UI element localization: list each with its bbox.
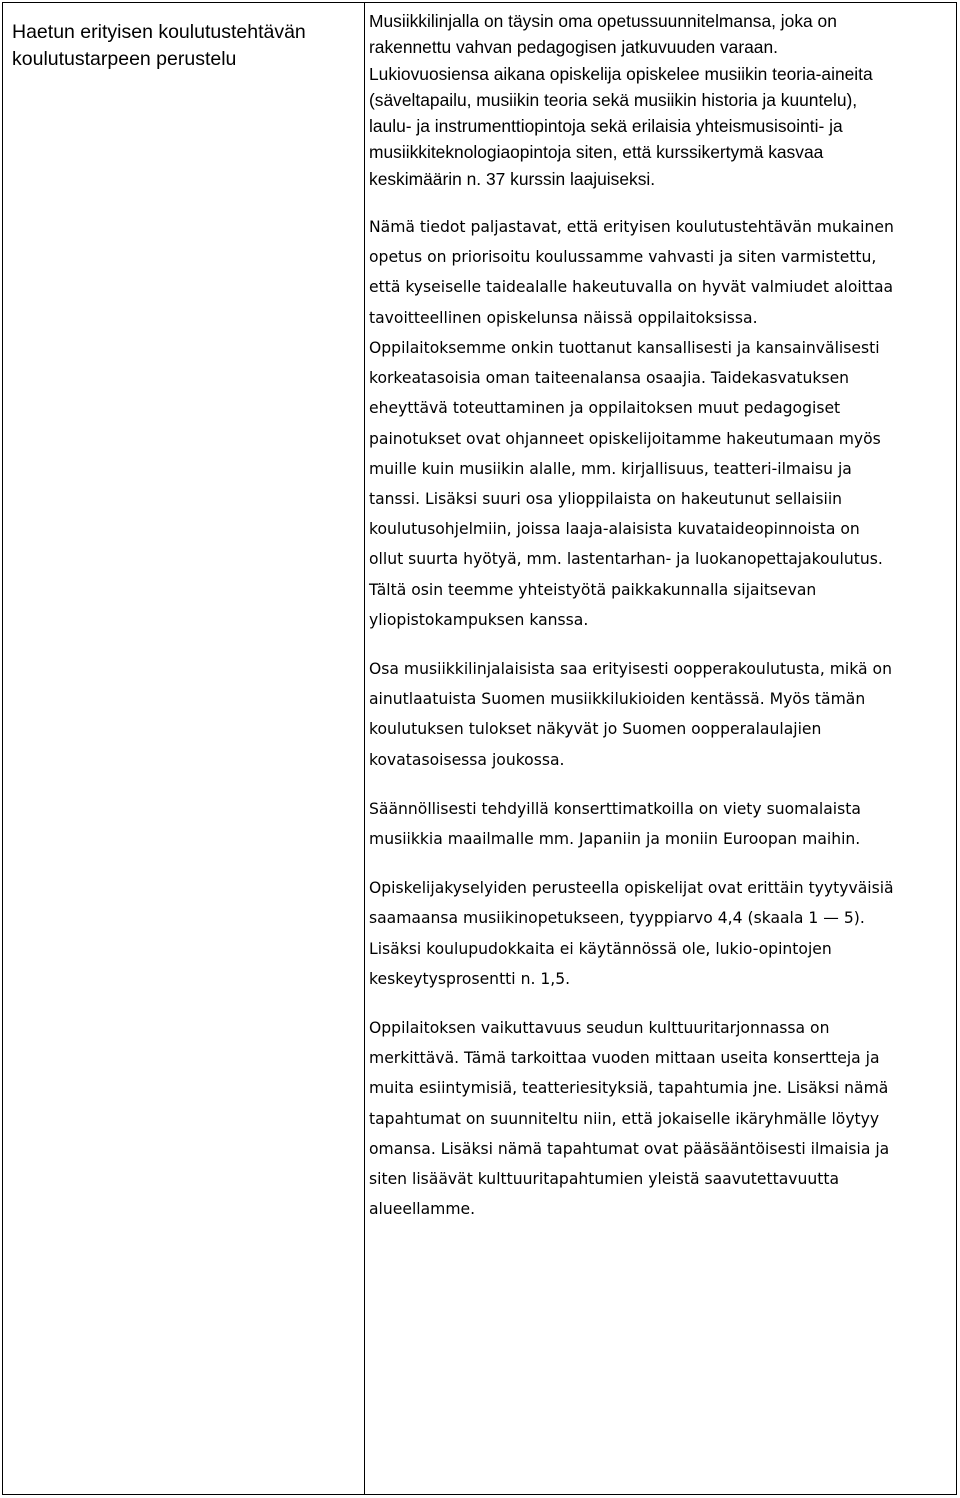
text-line: Oppilaitoksen vaikuttavuus seudun kulttuuritarjonnassa on [369,1018,830,1037]
text-line: koulutuksen tulokset näkyvät jo Suomen oopperalaulajien [369,720,822,739]
text-line: Lisäksi koulupudokkaita ei käytännössä ole, lukio-opintojen [369,939,832,958]
text-line: opetus on priorisoitu koulussamme vahvasti ja siten varmistettu, [369,248,877,267]
text-line: Opiskelijakyselyiden perusteella opiskelijat ovat erittäin tyytyväisiä [369,879,894,898]
text-line: tavoitteellinen opiskelunsa näissä oppilaitoksissa. [369,308,758,327]
text-line: Oppilaitoksemme onkin tuottanut kansallisesti ja kansainvälisesti [369,338,880,357]
text-line: tanssi. Lisäksi suuri osa ylioppilaista on hakeutunut sellaisiin [369,489,843,508]
text-line: koulutusohjelmiin, joissa laaja-alaisista kuvataideopinnoista on [369,520,860,539]
text-line: Säännöllisesti tehdyillä konserttimatkoilla on viety suomalaista [369,799,861,818]
text-line: alueellamme. [369,1200,476,1219]
text-line: merkittävä. Tämä tarkoittaa vuoden mittaan useita konsertteja ja [369,1049,880,1068]
text-line: ainutlaatuista Suomen musiikkilukioiden kentässä. Myös tämän [369,690,866,709]
text-line: keskimäärin n. 37 kurssin laajuiseksi. [369,168,656,189]
paragraph-student-survey [369,873,956,994]
text-line: (säveltapailu, musiikin teoria sekä musiikin historia ja kuuntelu), [369,89,858,110]
text-line: muita esiintymisiä, teatteriesityksiä, tapahtumia jne. Lisäksi nämä [369,1079,889,1098]
text-line: Lukiovuosiensa aikana opiskelija opiskelee musiikin teoria-aineita [369,63,873,84]
text-line: Musiikkilinjalla on täysin oma opetussuunnitelmansa, joka on [369,11,837,31]
text-line: musiikkiteknologiaopintoja siten, että kurssikertymä kasvaa [369,142,824,163]
text-line: kovatasoisessa joukossa. [369,750,565,769]
paragraph-curriculum [369,8,956,192]
text-line: ollut suurta hyötyä, mm. lastentarhan- ja luokanopettajakoulutus. [369,550,883,569]
paragraph-concert-trips [369,794,956,854]
text-line: tapahtumat on suunniteltu niin, että jokaiselle ikäryhmälle löytyy [369,1109,880,1128]
text-line: Tältä osin teemme yhteistyötä paikkakunnalla sijaitsevan [369,580,817,599]
text-line: keskeytysprosentti n. 1,5. [369,969,571,988]
text-line: omansa. Lisäksi nämä tapahtumat ovat pääsääntöisesti ilmaisia ja [369,1139,890,1158]
document-table [2,2,957,1495]
text-line: painotukset ovat ohjanneet opiskelijoitamme hakeutumaan myös [369,429,881,448]
paragraph-cultural-impact [369,1013,956,1224]
paragraph-priorities [369,212,956,635]
text-line: että kyseiselle taidealalle hakeutuvalla on hyvät valmiudet aloittaa [369,278,894,297]
text-line: siten lisäävät kulttuuritapahtumien yleistä saavutettavuutta [369,1169,840,1188]
text-line: musiikkia maailmalle mm. Japaniin ja moniin Euroopan maihin. [369,829,861,848]
text-line: muille kuin musiikin alalle, mm. kirjallisuus, teatteri-ilmaisu ja [369,459,852,478]
content-cell [365,3,956,1494]
paragraph-opera [369,654,956,775]
row-label-line: Haetun erityisen koulutustehtävän [12,21,306,43]
text-line: saamaansa musiikinopetukseen, tyyppiarvo 4,4 (skaala 1 — 5). [369,909,865,928]
text-line: eheyttävä toteuttaminen ja oppilaitoksen muut pedagogiset [369,399,841,418]
row-label-line: koulutustarpeen perustelu [12,48,237,70]
text-line: Osa musiikkilinjalaisista saa erityisesti oopperakoulutusta, mikä on [369,659,892,678]
text-line: yliopistokampuksen kanssa. [369,610,589,629]
text-line: laulu- ja instrumenttiopintoja sekä erilaisia yhteismusisointi- ja [369,116,843,137]
text-line: korkeatasoisia oman taiteenalansa osaajia. Taidekasvatuksen [369,369,850,388]
text-line: Nämä tiedot paljastavat, että erityisen koulutustehtävän mukainen [369,218,894,237]
text-line: rakennettu vahvan pedagogisen jatkuvuuden varaan. [369,37,778,58]
row-label-cell [3,3,365,1494]
